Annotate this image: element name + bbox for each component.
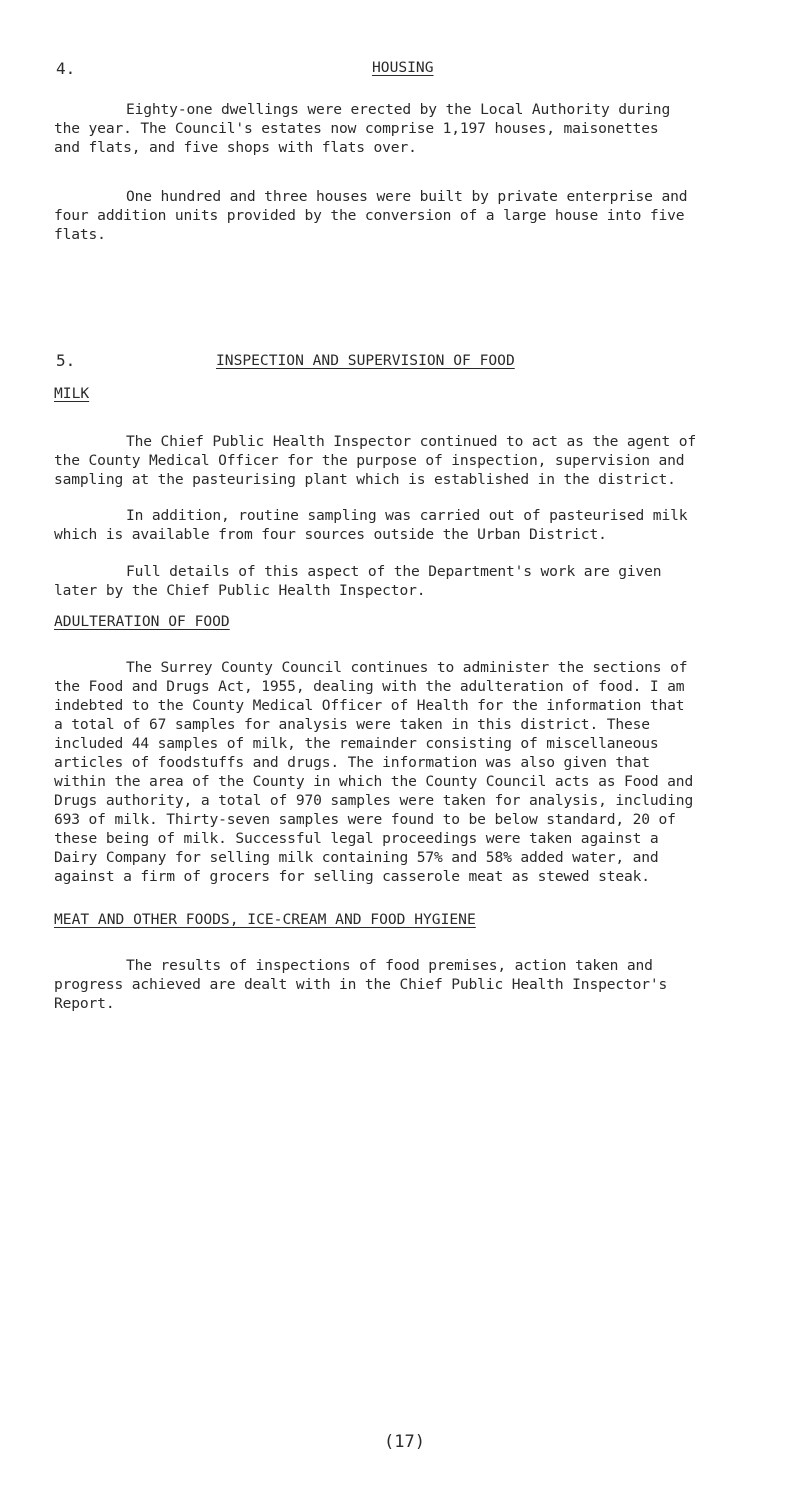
milk-paragraph-2: In addition, routine sampling was carried out of pasteurised milk which is available from four sources outside the Urban District. [54,507,688,543]
housing-paragraph-1: Eighty-one dwellings were erected by the Local Authority during the year. The Council's estates now comprise 1,197 houses, maisonettes and flats, and five shops with flats over. [54,101,671,156]
meat-paragraph: The results of inspections of food premises, action taken and progress achieved are dealt with in the Chief Public Health Inspector's Report. [54,957,668,1012]
inspection-heading: INSPECTION AND SUPERVISION OF FOOD [216,352,515,369]
section-number-inspection: 5. [56,351,76,370]
adulteration-paragraph: The Surrey County Council continues to administer the sections of the Food and Drugs Act, 1955, dealing with the adulteration of food. I am indebted to the County Medical Officer of Health for the information that a total of 67 samples for analysis were taken in this district. These included 44 samples of milk, the remainder consisting of miscellaneous articles of foodstuffs and drugs. The information was also given that within the area of the County in which the County Council acts as Food and Drugs authority, a total of 970 samples were taken for analysis, including 693 of milk. Thirty-seven samples were found to be below standard, 20 of these being of milk. Successful legal proceedings were taken against a Dairy Company for selling milk containing 57% and 58% added water, and against a firm of grocers for selling casserole meat as stewed steak. [54,659,694,885]
meat-heading: MEAT AND OTHER FOODS, ICE-CREAM AND FOOD HYGIENE [54,911,476,928]
milk-paragraph-1: The Chief Public Health Inspector continued to act as the agent of the County Medical Officer for the purpose of inspection, supervision and sampling at the pasteurising plant which is established in the district. [54,433,696,488]
milk-heading: MILK [54,385,90,402]
milk-paragraph-3: Full details of this aspect of the Department's work are given later by the Chief Public Health Inspector. [54,563,662,599]
section-number-housing: 4. [56,59,76,78]
page-number: (17) [384,1432,425,1452]
adulteration-heading: ADULTERATION OF FOOD [54,613,230,630]
housing-paragraph-2: One hundred and three houses were built by private enterprise and four addition units provided by the conversion of a large house into five flats. [54,188,688,243]
housing-heading: HOUSING [372,59,434,76]
